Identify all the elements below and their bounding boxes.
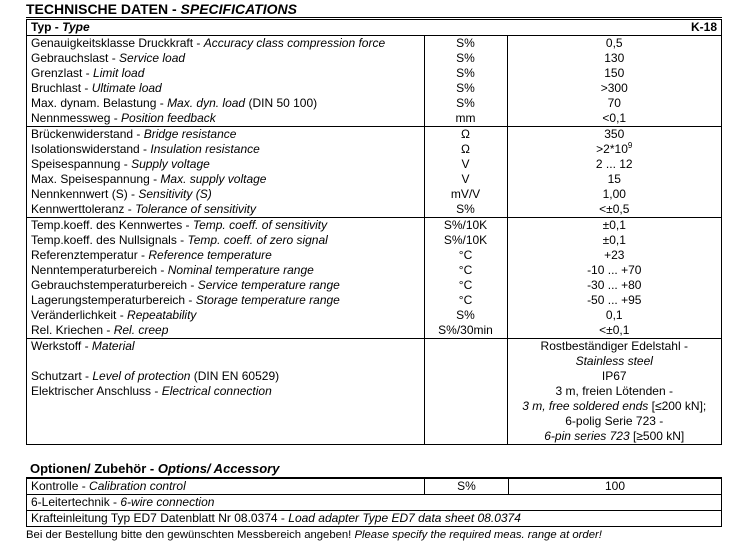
spec-row [27, 233, 722, 248]
spec-unit: °C [424, 293, 507, 308]
spec-row [27, 263, 722, 278]
material-values: Rostbeständiger Edelstahl - Stainless steel IP67 3 m, freien Lötenden - 3 m, free soldered ends [≤200 kN]; 6-polig Serie 723 - 6-pin series 723 [≥500 kN] [507, 339, 722, 445]
material-block [27, 339, 722, 445]
spec-row [27, 308, 722, 323]
page-title [26, 0, 297, 18]
spec-unit: S% [424, 202, 507, 218]
spec-label: Kennwerttoleranz - Tolerance of sensitivity [27, 202, 425, 218]
option-row [27, 511, 722, 527]
spec-label: Rel. Kriechen - Rel. creep [27, 323, 425, 339]
spec-table [26, 19, 722, 445]
spec-row [27, 157, 722, 172]
model-name: K-18 [507, 20, 722, 36]
spec-unit: °C [424, 263, 507, 278]
spec-row [27, 96, 722, 111]
spec-row [27, 172, 722, 187]
spec-unit: S% [424, 51, 507, 66]
spec-label: Brückenwiderstand - Bridge resistance [27, 127, 425, 143]
spec-label: Isolationswiderstand - Insulation resistance [27, 142, 425, 157]
option-value: 100 [509, 479, 722, 495]
title-english: SPECIFICATIONS [180, 1, 297, 17]
spec-unit: Ω [424, 127, 507, 143]
spec-label: Grenzlast - Limit load [27, 66, 425, 81]
spec-label: Genauigkeitsklasse Druckkraft - Accuracy class compression force [27, 36, 425, 52]
spec-label: Lagerungstemperaturbereich - Storage temperature range [27, 293, 425, 308]
option-row [27, 495, 722, 511]
spec-unit: mm [424, 111, 507, 127]
spec-value: ±0,1 [507, 218, 722, 234]
spec-label: Nenntemperaturbereich - Nominal temperature range [27, 263, 425, 278]
title-rule [26, 17, 722, 18]
spec-value: 1,00 [507, 187, 722, 202]
spec-row [27, 81, 722, 96]
option-row [27, 479, 722, 495]
spec-row [27, 51, 722, 66]
type-label: Typ - Type [27, 20, 425, 36]
spec-label: Max. dynam. Belastung - Max. dyn. load (DIN 50 100) [27, 96, 425, 111]
order-note: Bei der Bestellung bitte den gewünschten Messbereich angeben! Please specify the required meas. range at order! [26, 529, 602, 541]
spec-value: 0,5 [507, 36, 722, 52]
spec-value: -10 ... +70 [507, 263, 722, 278]
spec-label: Speisespannung - Supply voltage [27, 157, 425, 172]
option-label: Krafteinleitung Typ ED7 Datenblatt Nr 08.0374 - Load adapter Type ED7 data sheet 08.0374 [27, 511, 722, 527]
spec-unit: S%/10K [424, 218, 507, 234]
spec-label: Referenztemperatur - Reference temperature [27, 248, 425, 263]
spec-row [27, 111, 722, 127]
spec-unit: S% [424, 308, 507, 323]
spec-value: 0,1 [507, 308, 722, 323]
spec-label: Gebrauchstemperaturbereich - Service temperature range [27, 278, 425, 293]
spec-value: 350 [507, 127, 722, 143]
spec-value: 130 [507, 51, 722, 66]
spec-value: <±0,1 [507, 323, 722, 339]
spec-unit: S% [424, 36, 507, 52]
options-title: Optionen/ Zubehör - Options/ Accessory [26, 461, 722, 478]
spec-row [27, 278, 722, 293]
spec-unit: S%/10K [424, 233, 507, 248]
spec-value: -30 ... +80 [507, 278, 722, 293]
spec-unit: S% [424, 81, 507, 96]
spec-value: 15 [507, 172, 722, 187]
spec-unit: V [424, 157, 507, 172]
spec-label: Nennkennwert (S) - Sensitivity (S) [27, 187, 425, 202]
spec-unit: S% [424, 66, 507, 81]
title-german: TECHNISCHE DATEN - [26, 1, 181, 17]
spec-unit: °C [424, 278, 507, 293]
spec-label: Nennmessweg - Position feedback [27, 111, 425, 127]
spec-value: 2 ... 12 [507, 157, 722, 172]
spec-value: <0,1 [507, 111, 722, 127]
spec-unit: Ω [424, 142, 507, 157]
material-labels: Werkstoff - Material Schutzart - Level of protection (DIN EN 60529) Elektrischer Anschluss - Electrical connection [27, 339, 425, 445]
spec-row [27, 248, 722, 263]
spec-label: Bruchlast - Ultimate load [27, 81, 425, 96]
spec-value: ±0,1 [507, 233, 722, 248]
spec-row [27, 202, 722, 218]
spec-label: Temp.koeff. des Nullsignals - Temp. coeff. of zero signal [27, 233, 425, 248]
spec-row [27, 187, 722, 202]
option-label: Kontrolle - Calibration control [27, 479, 425, 495]
spec-row [27, 36, 722, 52]
option-unit: S% [425, 479, 509, 495]
spec-label: Temp.koeff. des Kennwertes - Temp. coeff. of sensitivity [27, 218, 425, 234]
spec-value: 150 [507, 66, 722, 81]
spec-row [27, 142, 722, 157]
options-table [26, 478, 722, 527]
option-label: 6-Leitertechnik - 6-wire connection [27, 495, 722, 511]
spec-unit: mV/V [424, 187, 507, 202]
spec-value: 70 [507, 96, 722, 111]
spec-unit: S% [424, 96, 507, 111]
type-header-row [27, 20, 722, 36]
spec-value: $>2*10^9$ [507, 142, 722, 157]
spec-value: >300 [507, 81, 722, 96]
spec-row [27, 218, 722, 234]
spec-label: Max. Speisespannung - Max. supply voltage [27, 172, 425, 187]
spec-row [27, 66, 722, 81]
spec-row [27, 127, 722, 143]
spec-unit: V [424, 172, 507, 187]
spec-row [27, 323, 722, 339]
spec-unit: °C [424, 248, 507, 263]
spec-value: +23 [507, 248, 722, 263]
spec-value: <±0,5 [507, 202, 722, 218]
spec-label: Veränderlichkeit - Repeatability [27, 308, 425, 323]
spec-label: Gebrauchslast - Service load [27, 51, 425, 66]
spec-row [27, 293, 722, 308]
spec-value: -50 ... +95 [507, 293, 722, 308]
spec-unit: S%/30min [424, 323, 507, 339]
